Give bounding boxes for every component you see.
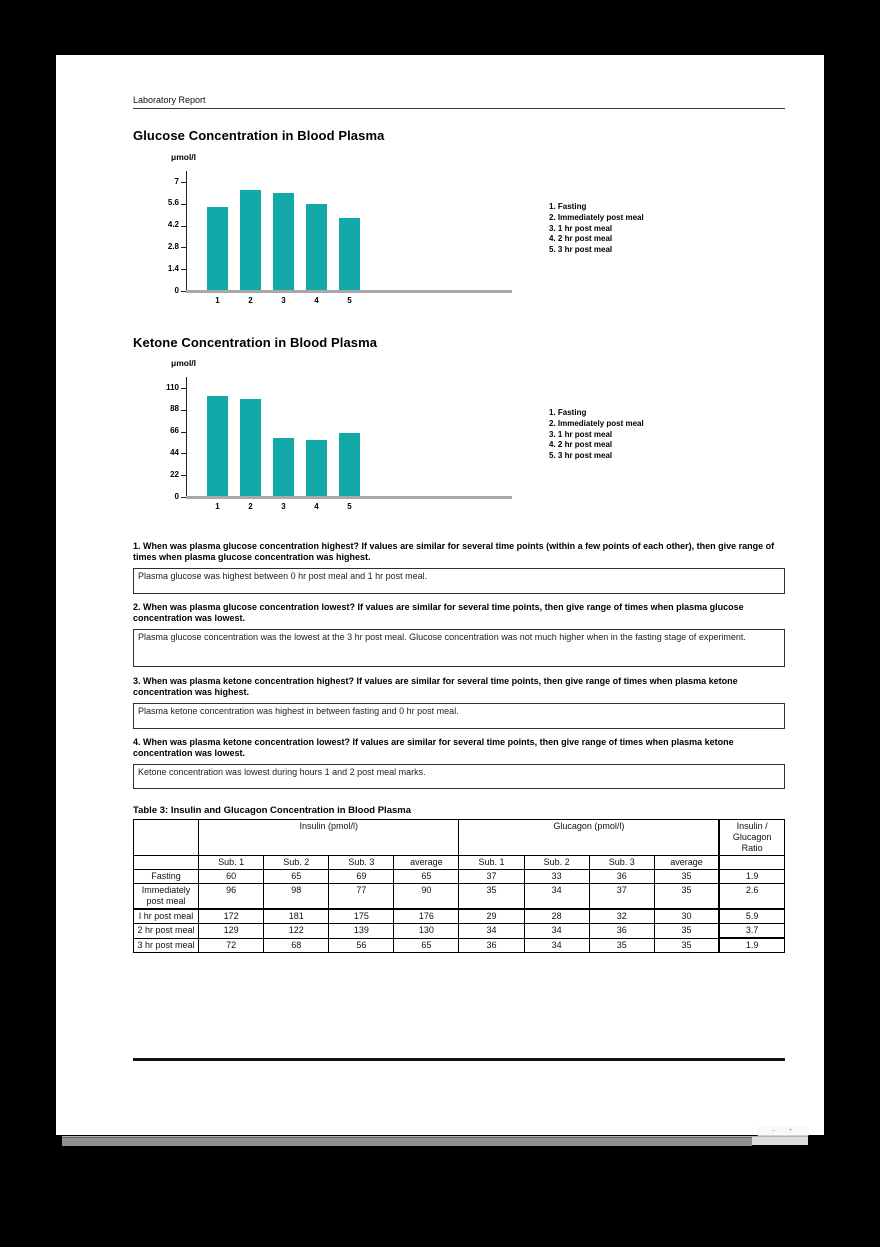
- glucose-bar-chart: [133, 150, 798, 322]
- x-tick-label: 5: [347, 502, 352, 511]
- document-page: [56, 55, 824, 1135]
- glucose-chart-title: Glucose Concentration in Blood Plasma: [133, 128, 385, 143]
- table-cell: 36: [589, 870, 654, 884]
- question-4-label: 4. When was plasma ketone concentration lowest? If values are similar for several time points, then give range of times when plasma ketone concentration was lowest.: [133, 737, 734, 758]
- table-cell: 98: [264, 884, 329, 910]
- table-cell: 34: [524, 938, 589, 953]
- y-tick-mark: [181, 475, 186, 476]
- insulin-group-header: Insulin (pmol/l): [199, 820, 459, 856]
- y-tick-mark: [181, 453, 186, 454]
- chart-legend: [549, 202, 644, 256]
- y-tick-label: 44: [170, 447, 179, 457]
- y-tick-label: 7: [174, 176, 179, 186]
- table-row: [134, 884, 785, 910]
- table-cell: 68: [264, 938, 329, 953]
- table-cell: 32: [589, 909, 654, 924]
- table-cell: 37: [589, 884, 654, 910]
- legend-item: 1. Fasting: [549, 202, 587, 211]
- legend-item: 2. Immediately post meal: [549, 212, 644, 222]
- table-cell: 34: [524, 924, 589, 939]
- legend-item: 4. 2 hr post meal: [549, 234, 613, 244]
- table-cell: 69: [329, 870, 394, 884]
- chart-legend: [549, 408, 644, 462]
- table-cell: 65: [264, 870, 329, 884]
- table-cell: 172: [199, 909, 264, 924]
- y-tick-mark: [181, 269, 186, 270]
- table-row: [134, 924, 785, 939]
- sub-header: average: [654, 856, 719, 870]
- y-tick-label: 0: [174, 491, 179, 501]
- x-tick-label: 1: [215, 296, 220, 305]
- table-row: [134, 909, 785, 924]
- x-tick-label: 3: [281, 502, 286, 511]
- y-tick-mark: [181, 247, 186, 248]
- page-controls[interactable]: – · +: [757, 1126, 809, 1136]
- horizontal-scrollbar[interactable]: [62, 1136, 808, 1145]
- row-label: 2 hr post meal: [134, 924, 199, 939]
- y-tick-mark: [181, 182, 186, 183]
- table-cell: 35: [654, 924, 719, 939]
- table-cell: 72: [199, 938, 264, 953]
- table-cell: 181: [264, 909, 329, 924]
- table-row: [134, 870, 785, 884]
- table-cell: 37: [459, 870, 524, 884]
- row-label: I hr post meal: [134, 909, 199, 924]
- answer-box-1[interactable]: Plasma glucose was highest between 0 hr post meal and 1 hr post meal.: [133, 568, 785, 594]
- sub-header: [719, 856, 784, 870]
- bar-4: [306, 440, 327, 496]
- table-cell: 35: [589, 938, 654, 953]
- table-cell: 77: [329, 884, 394, 910]
- row-label: Immediately post meal: [134, 884, 199, 910]
- footer-rule: [133, 1058, 785, 1061]
- table-cell: 130: [394, 924, 459, 939]
- x-tick-label: 1: [215, 502, 220, 511]
- table-cell: 65: [394, 938, 459, 953]
- report-header: Laboratory Report: [133, 95, 785, 109]
- legend-item: 5. 3 hr post meal: [549, 451, 613, 461]
- answer-box-4[interactable]: Ketone concentration was lowest during hours 1 and 2 post meal marks.: [133, 764, 785, 789]
- y-axis-line: [186, 171, 187, 291]
- ketone-bar-chart: [133, 356, 798, 528]
- y-axis-label: μmol/l: [171, 152, 197, 162]
- sub-header: Sub. 1: [459, 856, 524, 870]
- x-tick-label: 4: [314, 502, 319, 511]
- answer-box-3[interactable]: Plasma ketone concentration was highest in between fasting and 0 hr post meal.: [133, 703, 785, 729]
- y-axis-line: [186, 377, 187, 497]
- bar-2: [240, 399, 261, 496]
- table-cell: 139: [329, 924, 394, 939]
- y-tick-label: 88: [170, 404, 179, 414]
- sub-header: average: [394, 856, 459, 870]
- question-block-2: [133, 602, 785, 667]
- table-cell: 176: [394, 909, 459, 924]
- table-cell: 29: [459, 909, 524, 924]
- y-tick-label: 0: [174, 285, 179, 295]
- y-tick-mark: [181, 410, 186, 411]
- table-cell: 90: [394, 884, 459, 910]
- sub-header: Sub. 2: [524, 856, 589, 870]
- table-cell: 96: [199, 884, 264, 910]
- corner-cell: [134, 820, 199, 856]
- table-cell: 28: [524, 909, 589, 924]
- ratio-header: Insulin / Glucagon Ratio: [719, 820, 784, 856]
- table-cell: 35: [654, 938, 719, 953]
- table-cell: 56: [329, 938, 394, 953]
- x-tick-label: 5: [347, 296, 352, 305]
- bar-3: [273, 438, 294, 496]
- table-cell: 30: [654, 909, 719, 924]
- x-tick-label: 4: [314, 296, 319, 305]
- y-tick-label: 22: [170, 469, 179, 479]
- sub-header: Sub. 1: [199, 856, 264, 870]
- table-cell: 36: [589, 924, 654, 939]
- x-axis-baseline: [186, 496, 512, 499]
- legend-item: 1. Fasting: [549, 408, 587, 417]
- table-cell: 175: [329, 909, 394, 924]
- table-cell: 35: [654, 870, 719, 884]
- table-cell: 2.6: [719, 884, 784, 910]
- legend-item: 3. 1 hr post meal: [549, 429, 613, 439]
- table-cell: 33: [524, 870, 589, 884]
- table-cell: 34: [459, 924, 524, 939]
- legend-item: 4. 2 hr post meal: [549, 440, 613, 450]
- insulin-glucagon-table: [133, 819, 785, 953]
- y-axis-label: μmol/l: [171, 358, 197, 368]
- table-cell: 35: [654, 884, 719, 910]
- table-cell: 36: [459, 938, 524, 953]
- x-tick-label: 2: [248, 502, 253, 511]
- row-label: Fasting: [134, 870, 199, 884]
- bar-1: [207, 207, 228, 290]
- y-tick-label: 110: [166, 382, 179, 392]
- y-tick-mark: [181, 432, 186, 433]
- legend-item: 3. 1 hr post meal: [549, 223, 613, 233]
- sub-header: Sub. 2: [264, 856, 329, 870]
- table-row: [134, 938, 785, 953]
- y-tick-label: 1.4: [167, 263, 179, 273]
- question-block-3: [133, 676, 785, 729]
- y-tick-label: 66: [170, 426, 179, 436]
- table-cell: 5.9: [719, 909, 784, 924]
- y-tick-mark: [181, 226, 186, 227]
- glucagon-group-header: Glucagon (pmol/l): [459, 820, 719, 856]
- table-cell: 60: [199, 870, 264, 884]
- y-tick-label: 2.8: [167, 241, 179, 251]
- x-axis-baseline: [186, 290, 512, 293]
- scrollbar-thumb[interactable]: [62, 1137, 752, 1146]
- table-cell: 129: [199, 924, 264, 939]
- x-tick-label: 2: [248, 296, 253, 305]
- y-tick-mark: [181, 388, 186, 389]
- table-cell: 3.7: [719, 924, 784, 939]
- question-block-1: [133, 541, 785, 594]
- answer-box-2[interactable]: Plasma glucose concentration was the lowest at the 3 hr post meal. Glucose concentration was not much higher when in the fasting stage of experiment.: [133, 629, 785, 667]
- y-tick-mark: [181, 204, 186, 205]
- y-tick-label: 4.2: [167, 220, 179, 230]
- table-cell: 122: [264, 924, 329, 939]
- bar-5: [339, 433, 360, 496]
- sub-header: [134, 856, 199, 870]
- x-tick-label: 3: [281, 296, 286, 305]
- table-title: Table 3: Insulin and Glucagon Concentration in Blood Plasma: [133, 805, 411, 816]
- question-1-label: 1. When was plasma glucose concentration highest? If values are similar for several time points (within a few points of each other), then give range of times when plasma glucose concentration was highest.: [133, 541, 775, 562]
- table-cell: 1.9: [719, 870, 784, 884]
- bar-1: [207, 396, 228, 496]
- y-tick-label: 5.6: [167, 198, 179, 208]
- bar-5: [339, 218, 360, 290]
- bar-2: [240, 190, 261, 290]
- sub-header: Sub. 3: [589, 856, 654, 870]
- sub-header: Sub. 3: [329, 856, 394, 870]
- bar-3: [273, 193, 294, 290]
- bar-4: [306, 204, 327, 290]
- question-3-label: 3. When was plasma ketone concentration highest? If values are similar for several time points, then give range of times when plasma ketone concentration was highest.: [133, 676, 738, 697]
- row-label: 3 hr post meal: [134, 938, 199, 953]
- table-cell: 34: [524, 884, 589, 910]
- legend-item: 5. 3 hr post meal: [549, 245, 613, 255]
- question-block-4: [133, 737, 785, 789]
- legend-item: 2. Immediately post meal: [549, 418, 644, 428]
- ketone-chart-title: Ketone Concentration in Blood Plasma: [133, 335, 378, 350]
- table-cell: 35: [459, 884, 524, 910]
- table-cell: 65: [394, 870, 459, 884]
- question-2-label: 2. When was plasma glucose concentration lowest? If values are similar for several time points, then give range of times when plasma glucose concentration was lowest.: [133, 602, 744, 623]
- table-cell: 1.9: [719, 938, 784, 953]
